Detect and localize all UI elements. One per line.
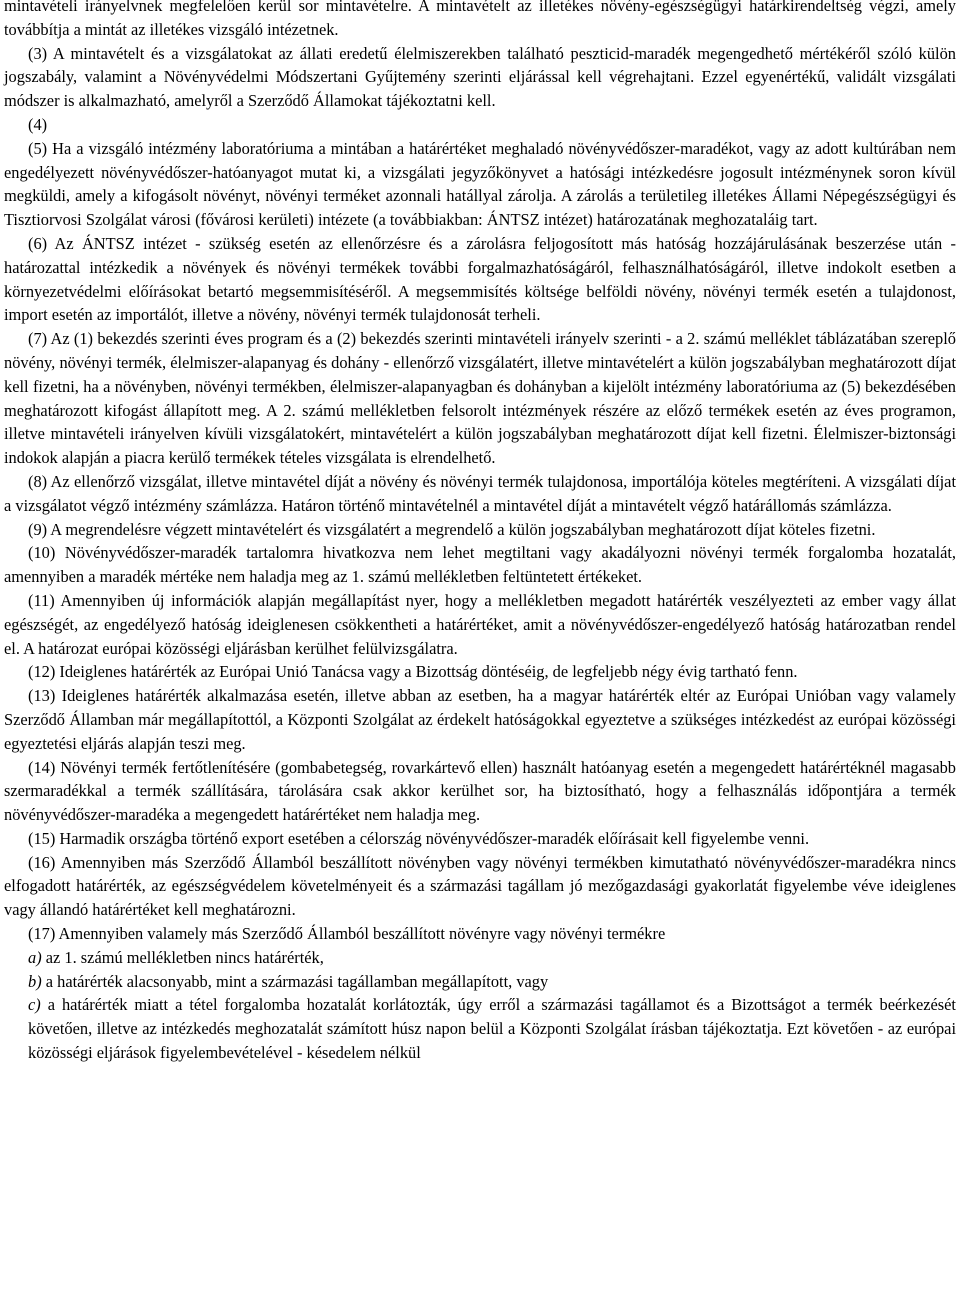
paragraph-15: (15) Harmadik országba történő export esetében a célország növényvédőszer-maradék előírásait kell figyelembe venni.: [28, 828, 810, 848]
paragraph-17: (17) Amennyiben valamely más Szerződő Államból beszállított növényre vagy növényi termékre: [28, 924, 666, 944]
list-item-text: az 1. számú mellékletben nincs határérték,: [41, 947, 324, 967]
list-item-label: a): [28, 947, 42, 967]
list-item-label: b): [28, 971, 42, 991]
paragraph-12: (12) Ideiglenes határérték az Európai Unió Tanácsa vagy a Bizottság döntéséig, de legfeljebb négy évig tartható fenn.: [28, 662, 798, 682]
paragraph-11: (11) Amennyiben új információk alapján megállapítást nyer, hogy a mellékletben megadott határérték veszélyezteti az ember vagy állat egészségét, az engedélyező hatóság ideiglenesen csökkentheti a határértéket, amit a növényvédőszer-engedélyező hatóság határozatban rendel el. A határozat európai közösségi eljárásban kerülhet felülvizsgálatra.: [4, 590, 956, 658]
paragraph-10: (10) Növényvédőszer-maradék tartalomra hivatkozva nem lehet megtiltani vagy akadályozni növényi termék forgalomba hozatalát, amennyiben a maradék mértéke nem haladja meg az 1. számú mellékletben feltüntetett értékeket.: [4, 543, 956, 587]
paragraph-9: (9) A megrendelésre végzett mintavételért és vizsgálatért a megrendelő a külön jogszabályban meghatározott díjat köteles fizetni.: [28, 519, 876, 539]
paragraph-14: (14) Növényi termék fertőtlenítésére (gombabetegség, rovarkártevő ellen) használt hatóanyag esetén a megengedett határértéknél magasabb szermaradékkal a termék szállítására, tárolására csak akkor kerülhet sor, ha biztosítható, hogy a felhasználás időpontjára a termék növényvédőszer-maradéka a megengedett határértéket nem haladja meg.: [4, 757, 956, 825]
list-item-a: [4, 946, 956, 970]
list-item-label: c): [28, 995, 41, 1015]
list-item-text: a határérték alacsonyabb, mint a származási tagállamban megállapított, vagy: [41, 971, 549, 991]
paragraph-5: (5) Ha a vizsgáló intézmény laboratóriuma a mintában a határértéket meghaladó növényvédőszer-maradékot, vagy az adott kultúrában nem engedélyezett növényvédőszer-hatóanyagot mutat ki, a vizsgálati jegyzőkönyvet a hatósági intézkedésre jogosult intézménynek soron kívül megküldi, amely a kifogásolt növényt, növényi terméket azonnali hatállyal zárolja. A zárolás a területileg illetékes Állami Népegészségügyi és Tisztiorvosi Szolgálat városi (fővárosi kerületi) intézete (a továbbiakban: ÁNTSZ intézet) határozatának meghozataláig tart.: [4, 138, 956, 230]
paragraph-3: (3) A mintavételt és a vizsgálatokat az állati eredetű élelmiszerekben található peszticid-maradék megengedhető mértékéről szóló külön jogszabály, valamint a Növényvédelmi Módszertani Gyűjtemény szerinti eljárással kell végrehajtani. Ezzel egyenértékű, validált vizsgálati módszer is alkalmazható, amelyről a Szerződő Államokat tájékoztatni kell.: [4, 43, 956, 111]
paragraph-continuation: mintavételi irányelvnek megfelelően kerül sor mintavételre. A mintavételt az illetékes növény-egészségügyi határkirendeltség végzi, amely továbbítja a mintát az illetékes vizsgáló intézetnek.: [4, 0, 956, 39]
paragraph-13: (13) Ideiglenes határérték alkalmazása esetén, illetve abban az esetben, ha a magyar határérték eltér az Európai Unióban vagy valamely Szerződő Államban már megállapítottól, a Központi Szolgálat az érdekelt hatóságokkal egyeztetve a szükséges intézkedést az európai közösségi egyeztetési eljárás alapján teszi meg.: [4, 686, 956, 753]
list-item-text: a határérték miatt a tétel forgalomba hozatalát korlátozták, úgy erről a származási tagállamot és a Bizottságot a termék beérkezését követően, illetve az intézkedés meghozatalát számított húsz napon belül a Központi Szolgálat írásban tájékoztatja. Ezt követően - az európai közösségi eljárások figyelembevételével - késedelem nélkül: [28, 995, 956, 1063]
paragraph-16: (16) Amennyiben más Szerződő Államból beszállított növényben vagy növényi termékben kimutatható növényvédőszer-maradékra nincs elfogadott határérték, az egészségvédelem követelményeit és a származási tagállam jó mezőgazdasági gyakorlatát figyelembe véve ideiglenes vagy állandó határértéket kell meghatározni.: [4, 852, 956, 920]
list-item-b: [4, 970, 956, 994]
paragraph-4: (4): [28, 114, 48, 134]
paragraph-7: (7) Az (1) bekezdés szerinti éves program és a (2) bekezdés szerinti mintavételi irányelv szerinti - a 2. számú melléklet táblázatában szereplő növény, növényi termék, élelmiszer-alapanyag és dohány - ellenőrző vizsgálatért, illetve mintavételért a külön jogszabályban meghatározott díjat kell fizetni, ha a növényben, növényi termékben, élelmiszer-alapanyagban és dohányban a kijelölt intézmény laboratóriuma az (5) bekezdésében meghatározott kifogást állapított meg. A 2. számú mellékletben felsorolt intézmények részére az előző termékek esetén az éves programon, illetve mintavételi irányelven kívüli vizsgálatokért, mintavételért a külön jogszabályban meghatározott díjat kell fizetni. Élelmiszer-biztonsági indokok alapján a piacra kerülő termékek tételes vizsgálata is elrendelhető.: [4, 329, 956, 468]
paragraph-8: (8) Az ellenőrző vizsgálat, illetve mintavétel díját a növény és növényi termék tulajdonosa, importálója köteles megtéríteni. A vizsgálati díjat a vizsgálatot végző intézmény számlázza. Határon történő mintavételnél a mintavétel díját a mintavételt végző határállomás számlázza.: [4, 471, 956, 515]
list-item-c: [4, 993, 956, 1064]
paragraph-6: (6) Az ÁNTSZ intézet - szükség esetén az ellenőrzésre és a zárolásra feljogosított más hatóság hozzájárulásának beszerzése után - határozattal intézkedik a növények és növényi termékek további forgalmazhatóságáról, felhasználhatóságáról, illetve indokolt esetben a környezetvédelmi előírásokat betartó megsemmisítéséről. A megsemmisítés költsége belföldi növény, növényi termék esetén a tulajdonost, import esetén az importálót, illetve a növény, növényi termék tulajdonosát terheli.: [4, 233, 956, 325]
